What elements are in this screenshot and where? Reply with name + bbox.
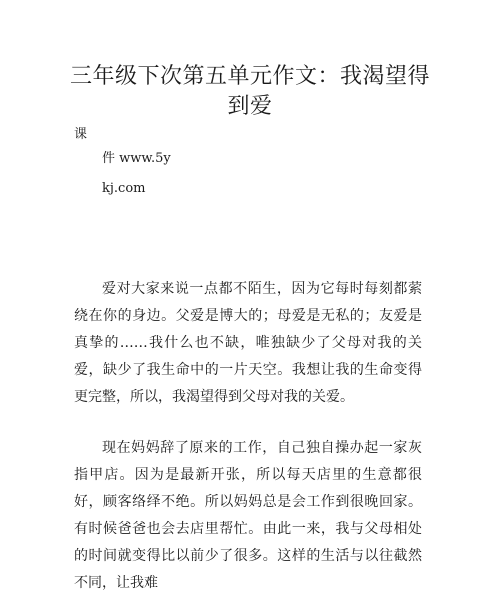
source-line-2: 件 www.5y	[102, 151, 171, 166]
paragraph-1: 爱对大家来说一点都不陌生，因为它每时每刻都萦绕在你的身边。父爱是博大的；母爱是无私的；友爱是真挚的……我什么也不缺，唯独缺少了父母对我的关爱，缺少了我生命中的一片天空。我想让我的生命变得更完整，所以，我渴望得到父母对我的关爱。	[74, 281, 422, 405]
source-line-3: kj.com	[102, 181, 146, 196]
source-line-1: 课	[74, 127, 88, 142]
document-title: 三年级下次第五单元作文：我渴望得到爱	[69, 64, 430, 119]
paragraph-2: 现在妈妈辞了原来的工作，自己独自操办起一家灰指甲店。因为是最新开张，所以每天店里的生意都很好，顾客络绎不绝。所以妈妈总是会工作到很晚回家。有时候爸爸也会去店里帮忙。由此一来，我与父母相处的时间就变得比以前少了很多。这样的生活与以往截然不同，让我难	[74, 440, 422, 591]
